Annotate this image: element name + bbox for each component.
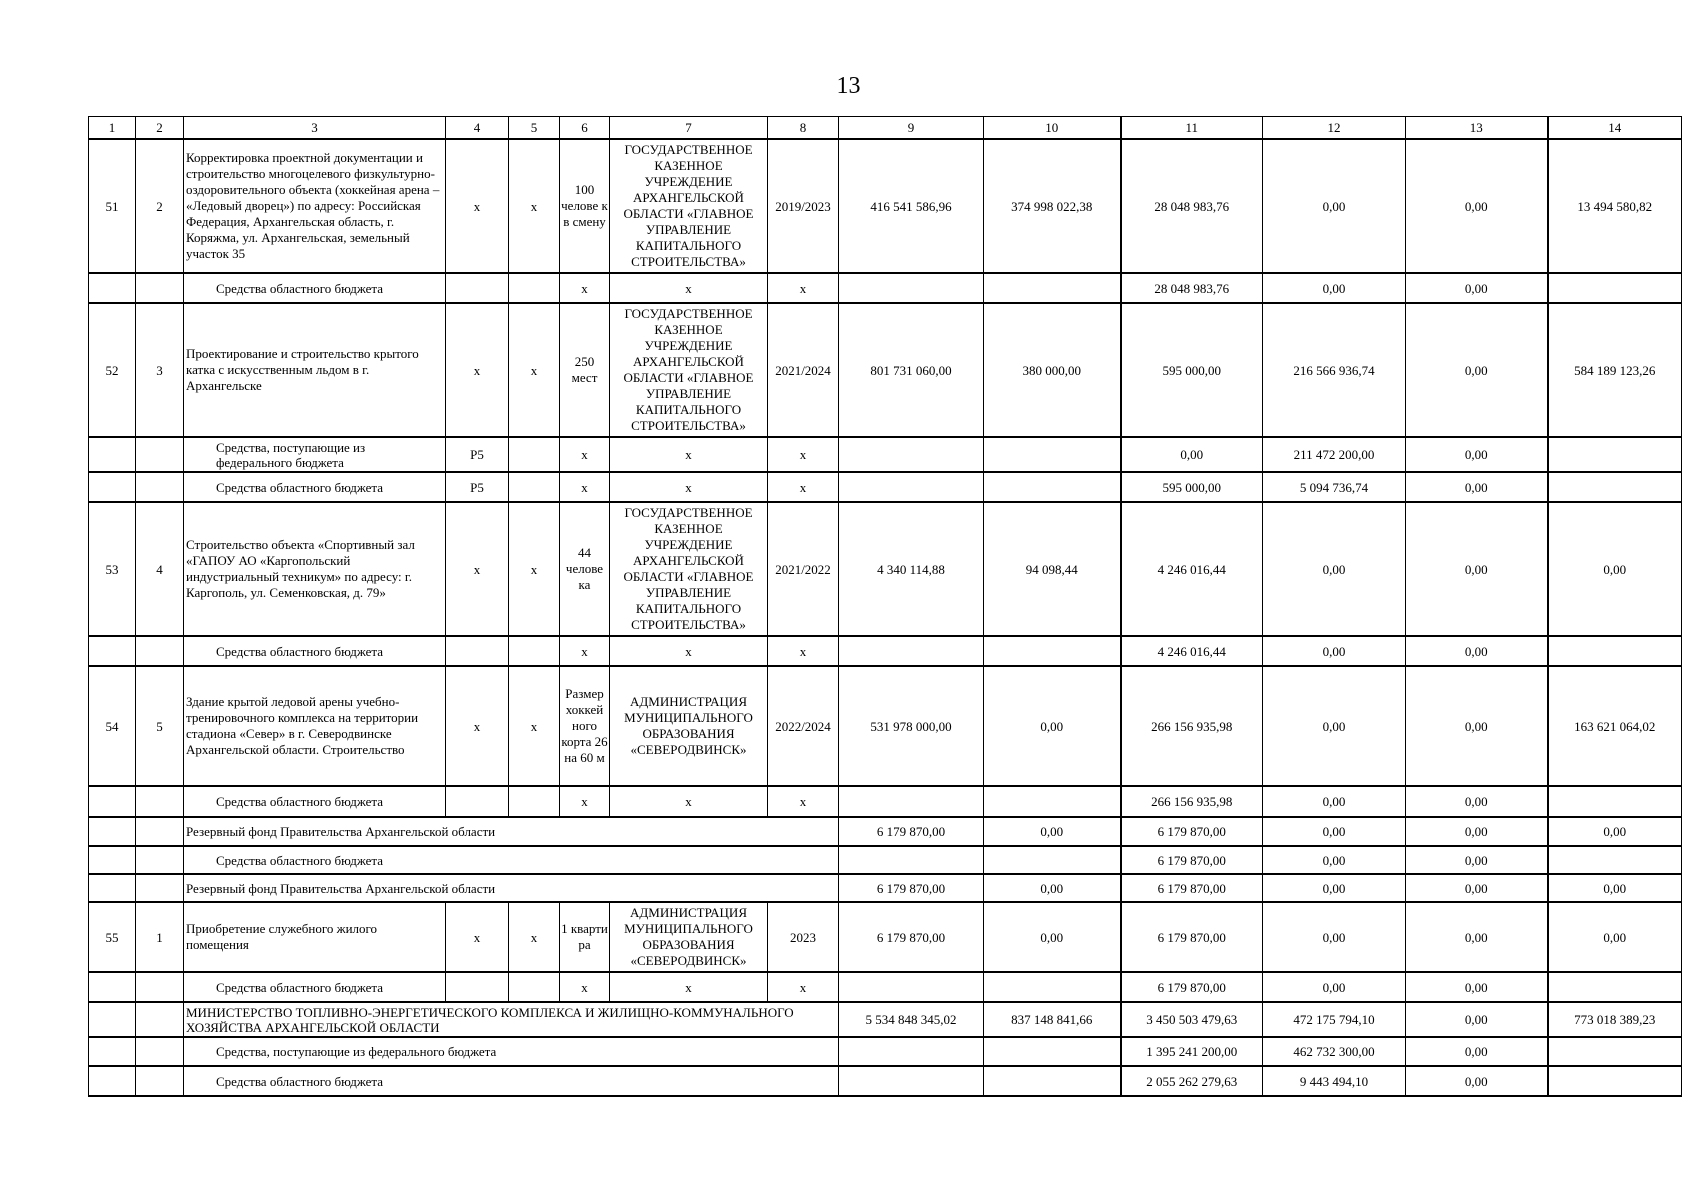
estimated-cost-cell: 6 179 870,00 <box>839 874 984 902</box>
financed-before-cell: 0,00 <box>984 874 1121 902</box>
period-cell: 2023 <box>768 902 839 972</box>
year-2023-cell: 462 732 300,00 <box>1263 1037 1406 1066</box>
remaining-cost-cell: 0,00 <box>1548 817 1682 846</box>
header-cell-3: 3 <box>184 117 446 140</box>
year-2022-cell: 28 048 983,76 <box>1121 273 1263 303</box>
header-cell-12: 12 <box>1263 117 1406 140</box>
table-row-object <box>89 139 1682 273</box>
sub-number-cell: 5 <box>136 666 184 786</box>
remaining-cost-cell <box>1548 786 1682 817</box>
row-number-cell <box>89 1066 136 1096</box>
column-5-cell <box>509 437 560 472</box>
capacity-cell: 250 мест <box>560 303 610 437</box>
financed-before-cell <box>984 786 1121 817</box>
sub-number-cell <box>136 472 184 502</box>
remaining-cost-cell: 163 621 064,02 <box>1548 666 1682 786</box>
code-cell <box>446 273 509 303</box>
sub-number-cell <box>136 874 184 902</box>
year-2024-cell: 0,00 <box>1406 303 1548 437</box>
table-row-sub <box>89 273 1682 303</box>
year-2024-cell: 0,00 <box>1406 273 1548 303</box>
estimated-cost-cell <box>839 437 984 472</box>
sub-number-cell <box>136 786 184 817</box>
remaining-cost-cell: 13 494 580,82 <box>1548 139 1682 273</box>
column-5-cell: x <box>509 139 560 273</box>
financed-before-cell: 94 098,44 <box>984 502 1121 636</box>
funding-source-cell: Средства областного бюджета <box>184 786 446 817</box>
year-2023-cell: 5 094 736,74 <box>1263 472 1406 502</box>
year-2023-cell: 0,00 <box>1263 273 1406 303</box>
column-5-cell: x <box>509 502 560 636</box>
year-2022-cell: 6 179 870,00 <box>1121 874 1263 902</box>
financed-before-cell: 0,00 <box>984 666 1121 786</box>
table-row-section-sub <box>89 1066 1682 1096</box>
table-row-section-sub <box>89 846 1682 874</box>
header-cell-10: 10 <box>984 117 1121 140</box>
capacity-cell: 1 кварти ра <box>560 902 610 972</box>
table-row-section <box>89 1002 1682 1037</box>
customer-cell: ГОСУДАРСТВЕННОЕ КАЗЕННОЕ УЧРЕЖДЕНИЕ АРХАНГЕЛЬСКОЙ ОБЛАСТИ «ГЛАВНОЕ УПРАВЛЕНИЕ КАПИТАЛЬНОГО СТРОИТЕЛЬСТВА» <box>610 502 768 636</box>
code-cell: x <box>446 139 509 273</box>
estimated-cost-cell <box>839 472 984 502</box>
estimated-cost-cell <box>839 1066 984 1096</box>
sub-number-cell <box>136 972 184 1002</box>
year-2023-cell: 0,00 <box>1263 666 1406 786</box>
capacity-cell: x <box>560 437 610 472</box>
header-cell-14: 14 <box>1548 117 1682 140</box>
period-cell: x <box>768 786 839 817</box>
year-2022-cell: 3 450 503 479,63 <box>1121 1002 1263 1037</box>
row-number-cell <box>89 1002 136 1037</box>
capacity-cell: x <box>560 786 610 817</box>
sub-number-cell <box>136 437 184 472</box>
funding-source-cell: Средства, поступающие из федерального бюджета <box>184 437 446 472</box>
year-2023-cell: 0,00 <box>1263 502 1406 636</box>
year-2023-cell: 472 175 794,10 <box>1263 1002 1406 1037</box>
financed-before-cell: 374 998 022,38 <box>984 139 1121 273</box>
capacity-cell: 44 челове ка <box>560 502 610 636</box>
year-2023-cell: 211 472 200,00 <box>1263 437 1406 472</box>
remaining-cost-cell <box>1548 1066 1682 1096</box>
capacity-cell: x <box>560 273 610 303</box>
estimated-cost-cell: 531 978 000,00 <box>839 666 984 786</box>
remaining-cost-cell: 0,00 <box>1548 874 1682 902</box>
object-name-cell: Приобретение служебного жилого помещения <box>184 902 446 972</box>
year-2023-cell: 0,00 <box>1263 846 1406 874</box>
period-cell: 2021/2024 <box>768 303 839 437</box>
estimated-cost-cell <box>839 972 984 1002</box>
header-cell-8: 8 <box>768 117 839 140</box>
year-2022-cell: 6 179 870,00 <box>1121 846 1263 874</box>
customer-cell: АДМИНИСТРАЦИЯ МУНИЦИПАЛЬНОГО ОБРАЗОВАНИЯ «СЕВЕРОДВИНСК» <box>610 902 768 972</box>
customer-cell: x <box>610 972 768 1002</box>
remaining-cost-cell: 0,00 <box>1548 902 1682 972</box>
year-2022-cell: 4 246 016,44 <box>1121 636 1263 666</box>
table-row-sub <box>89 472 1682 502</box>
header-cell-6: 6 <box>560 117 610 140</box>
table-row-sub <box>89 972 1682 1002</box>
year-2024-cell: 0,00 <box>1406 636 1548 666</box>
table-row-sub <box>89 636 1682 666</box>
year-2022-cell: 6 179 870,00 <box>1121 817 1263 846</box>
sub-number-cell <box>136 1066 184 1096</box>
object-name-cell: Строительство объекта «Спортивный зал «ГАПОУ АО «Каргопольский индустриальный техникум» по адресу: г. Каргополь, ул. Семенковская, д. 79» <box>184 502 446 636</box>
row-number-cell: 53 <box>89 502 136 636</box>
header-cell-1: 1 <box>89 117 136 140</box>
year-2024-cell: 0,00 <box>1406 502 1548 636</box>
sub-number-cell <box>136 817 184 846</box>
remaining-cost-cell <box>1548 972 1682 1002</box>
customer-cell: x <box>610 472 768 502</box>
year-2022-cell: 0,00 <box>1121 437 1263 472</box>
column-5-cell <box>509 273 560 303</box>
financed-before-cell <box>984 472 1121 502</box>
year-2024-cell: 0,00 <box>1406 972 1548 1002</box>
row-number-cell <box>89 437 136 472</box>
estimated-cost-cell <box>839 636 984 666</box>
financed-before-cell <box>984 437 1121 472</box>
code-cell: x <box>446 303 509 437</box>
estimated-cost-cell: 416 541 586,96 <box>839 139 984 273</box>
sub-number-cell <box>136 273 184 303</box>
header-cell-11: 11 <box>1121 117 1263 140</box>
row-number-cell <box>89 972 136 1002</box>
sub-number-cell <box>136 636 184 666</box>
column-5-cell: x <box>509 902 560 972</box>
financed-before-cell <box>984 273 1121 303</box>
remaining-cost-cell <box>1548 472 1682 502</box>
row-number-cell <box>89 472 136 502</box>
column-5-cell <box>509 786 560 817</box>
year-2024-cell: 0,00 <box>1406 902 1548 972</box>
financed-before-cell <box>984 972 1121 1002</box>
code-cell <box>446 972 509 1002</box>
period-cell: x <box>768 437 839 472</box>
row-number-cell <box>89 1037 136 1066</box>
year-2023-cell: 9 443 494,10 <box>1263 1066 1406 1096</box>
object-name-cell: Корректировка проектной документации и строительство многоцелевого физкультурно-оздоровительного объекта (хоккейная арена – «Ледовый дворец») по адресу: Российская Федерация, Архангельская область, г. Коряжма, ул. Архангельская, земельный участок 35 <box>184 139 446 273</box>
capacity-cell: 100 челове к в смену <box>560 139 610 273</box>
column-5-cell <box>509 472 560 502</box>
budget-table <box>88 116 1682 1097</box>
estimated-cost-cell: 6 179 870,00 <box>839 817 984 846</box>
year-2022-cell: 4 246 016,44 <box>1121 502 1263 636</box>
section-title-cell: Резервный фонд Правительства Архангельской области <box>184 874 839 902</box>
row-number-cell <box>89 846 136 874</box>
capacity-cell: x <box>560 636 610 666</box>
funding-source-cell: Средства областного бюджета <box>184 636 446 666</box>
financed-before-cell <box>984 1037 1121 1066</box>
customer-cell: x <box>610 786 768 817</box>
year-2022-cell: 1 395 241 200,00 <box>1121 1037 1263 1066</box>
period-cell: x <box>768 273 839 303</box>
table-row-section <box>89 817 1682 846</box>
year-2024-cell: 0,00 <box>1406 437 1548 472</box>
period-cell: x <box>768 972 839 1002</box>
capacity-cell: Размер хоккей ного корта 26 на 60 м <box>560 666 610 786</box>
year-2024-cell: 0,00 <box>1406 139 1548 273</box>
year-2024-cell: 0,00 <box>1406 874 1548 902</box>
remaining-cost-cell <box>1548 273 1682 303</box>
year-2024-cell: 0,00 <box>1406 472 1548 502</box>
year-2023-cell: 0,00 <box>1263 139 1406 273</box>
page-number: 13 <box>836 73 861 99</box>
code-cell <box>446 786 509 817</box>
year-2024-cell: 0,00 <box>1406 1066 1548 1096</box>
row-number-cell: 54 <box>89 666 136 786</box>
row-number-cell <box>89 817 136 846</box>
year-2024-cell: 0,00 <box>1406 1002 1548 1037</box>
period-cell: 2021/2022 <box>768 502 839 636</box>
remaining-cost-cell <box>1548 636 1682 666</box>
header-cell-5: 5 <box>509 117 560 140</box>
estimated-cost-cell <box>839 786 984 817</box>
header-row <box>89 117 1682 140</box>
code-cell: P5 <box>446 472 509 502</box>
year-2023-cell: 0,00 <box>1263 874 1406 902</box>
sub-number-cell <box>136 1002 184 1037</box>
column-5-cell <box>509 636 560 666</box>
period-cell: x <box>768 472 839 502</box>
year-2023-cell: 0,00 <box>1263 636 1406 666</box>
period-cell: 2019/2023 <box>768 139 839 273</box>
row-number-cell <box>89 874 136 902</box>
estimated-cost-cell <box>839 846 984 874</box>
estimated-cost-cell <box>839 273 984 303</box>
estimated-cost-cell <box>839 1037 984 1066</box>
table-row-sub <box>89 786 1682 817</box>
column-5-cell: x <box>509 303 560 437</box>
row-number-cell: 51 <box>89 139 136 273</box>
customer-cell: ГОСУДАРСТВЕННОЕ КАЗЕННОЕ УЧРЕЖДЕНИЕ АРХАНГЕЛЬСКОЙ ОБЛАСТИ «ГЛАВНОЕ УПРАВЛЕНИЕ КАПИТАЛЬНОГО СТРОИТЕЛЬСТВА» <box>610 139 768 273</box>
year-2022-cell: 28 048 983,76 <box>1121 139 1263 273</box>
funding-source-cell: Средства областного бюджета <box>184 472 446 502</box>
year-2023-cell: 0,00 <box>1263 902 1406 972</box>
table-row-object <box>89 902 1682 972</box>
year-2022-cell: 266 156 935,98 <box>1121 786 1263 817</box>
remaining-cost-cell: 584 189 123,26 <box>1548 303 1682 437</box>
sub-number-cell: 4 <box>136 502 184 636</box>
financed-before-cell <box>984 1066 1121 1096</box>
row-number-cell: 55 <box>89 902 136 972</box>
year-2022-cell: 2 055 262 279,63 <box>1121 1066 1263 1096</box>
financed-before-cell <box>984 846 1121 874</box>
financed-before-cell <box>984 636 1121 666</box>
funding-source-cell: Средства областного бюджета <box>184 846 839 874</box>
capacity-cell: x <box>560 472 610 502</box>
table-row-object <box>89 502 1682 636</box>
year-2024-cell: 0,00 <box>1406 846 1548 874</box>
customer-cell: АДМИНИСТРАЦИЯ МУНИЦИПАЛЬНОГО ОБРАЗОВАНИЯ «СЕВЕРОДВИНСК» <box>610 666 768 786</box>
customer-cell: x <box>610 636 768 666</box>
row-number-cell: 52 <box>89 303 136 437</box>
estimated-cost-cell: 5 534 848 345,02 <box>839 1002 984 1037</box>
object-name-cell: Здание крытой ледовой арены учебно-тренировочного комплекса на территории стадиона «Север» в г. Северодвинске Архангельской области. Строительство <box>184 666 446 786</box>
object-name-cell: Проектирование и строительство крытого катка с искусственным льдом в г. Архангельске <box>184 303 446 437</box>
financed-before-cell: 837 148 841,66 <box>984 1002 1121 1037</box>
customer-cell: x <box>610 437 768 472</box>
capacity-cell: x <box>560 972 610 1002</box>
year-2024-cell: 0,00 <box>1406 666 1548 786</box>
column-5-cell: x <box>509 666 560 786</box>
estimated-cost-cell: 801 731 060,00 <box>839 303 984 437</box>
table-row-section <box>89 874 1682 902</box>
financed-before-cell: 0,00 <box>984 817 1121 846</box>
financed-before-cell: 0,00 <box>984 902 1121 972</box>
row-number-cell <box>89 786 136 817</box>
code-cell: P5 <box>446 437 509 472</box>
table-row-section-sub <box>89 1037 1682 1066</box>
year-2024-cell: 0,00 <box>1406 1037 1548 1066</box>
sub-number-cell <box>136 846 184 874</box>
year-2024-cell: 0,00 <box>1406 786 1548 817</box>
row-number-cell <box>89 273 136 303</box>
remaining-cost-cell: 773 018 389,23 <box>1548 1002 1682 1037</box>
remaining-cost-cell: 0,00 <box>1548 502 1682 636</box>
funding-source-cell: Средства, поступающие из федерального бюджета <box>184 1037 839 1066</box>
column-5-cell <box>509 972 560 1002</box>
year-2023-cell: 0,00 <box>1263 786 1406 817</box>
year-2022-cell: 266 156 935,98 <box>1121 666 1263 786</box>
remaining-cost-cell <box>1548 1037 1682 1066</box>
header-cell-13: 13 <box>1406 117 1548 140</box>
period-cell: 2022/2024 <box>768 666 839 786</box>
row-number-cell <box>89 636 136 666</box>
table-row-sub <box>89 437 1682 472</box>
year-2023-cell: 216 566 936,74 <box>1263 303 1406 437</box>
header-cell-2: 2 <box>136 117 184 140</box>
customer-cell: x <box>610 273 768 303</box>
year-2024-cell: 0,00 <box>1406 817 1548 846</box>
sub-number-cell: 1 <box>136 902 184 972</box>
estimated-cost-cell: 6 179 870,00 <box>839 902 984 972</box>
customer-cell: ГОСУДАРСТВЕННОЕ КАЗЕННОЕ УЧРЕЖДЕНИЕ АРХАНГЕЛЬСКОЙ ОБЛАСТИ «ГЛАВНОЕ УПРАВЛЕНИЕ КАПИТАЛЬНОГО СТРОИТЕЛЬСТВА» <box>610 303 768 437</box>
code-cell: x <box>446 902 509 972</box>
funding-source-cell: Средства областного бюджета <box>184 1066 839 1096</box>
remaining-cost-cell <box>1548 846 1682 874</box>
sub-number-cell: 3 <box>136 303 184 437</box>
year-2022-cell: 595 000,00 <box>1121 303 1263 437</box>
header-cell-9: 9 <box>839 117 984 140</box>
funding-source-cell: Средства областного бюджета <box>184 972 446 1002</box>
year-2022-cell: 595 000,00 <box>1121 472 1263 502</box>
year-2022-cell: 6 179 870,00 <box>1121 972 1263 1002</box>
header-cell-4: 4 <box>446 117 509 140</box>
code-cell: x <box>446 502 509 636</box>
table-row-object <box>89 303 1682 437</box>
year-2023-cell: 0,00 <box>1263 972 1406 1002</box>
year-2022-cell: 6 179 870,00 <box>1121 902 1263 972</box>
header-cell-7: 7 <box>610 117 768 140</box>
funding-source-cell: Средства областного бюджета <box>184 273 446 303</box>
section-title-cell: МИНИСТЕРСТВО ТОПЛИВНО-ЭНЕРГЕТИЧЕСКОГО КОМПЛЕКСА И ЖИЛИЩНО-КОММУНАЛЬНОГО ХОЗЯЙСТВА АРХАНГЕЛЬСКОЙ ОБЛАСТИ <box>184 1002 839 1037</box>
estimated-cost-cell: 4 340 114,88 <box>839 502 984 636</box>
code-cell: x <box>446 666 509 786</box>
sub-number-cell <box>136 1037 184 1066</box>
sub-number-cell: 2 <box>136 139 184 273</box>
period-cell: x <box>768 636 839 666</box>
section-title-cell: Резервный фонд Правительства Архангельской области <box>184 817 839 846</box>
table-row-object <box>89 666 1682 786</box>
code-cell <box>446 636 509 666</box>
year-2023-cell: 0,00 <box>1263 817 1406 846</box>
financed-before-cell: 380 000,00 <box>984 303 1121 437</box>
remaining-cost-cell <box>1548 437 1682 472</box>
